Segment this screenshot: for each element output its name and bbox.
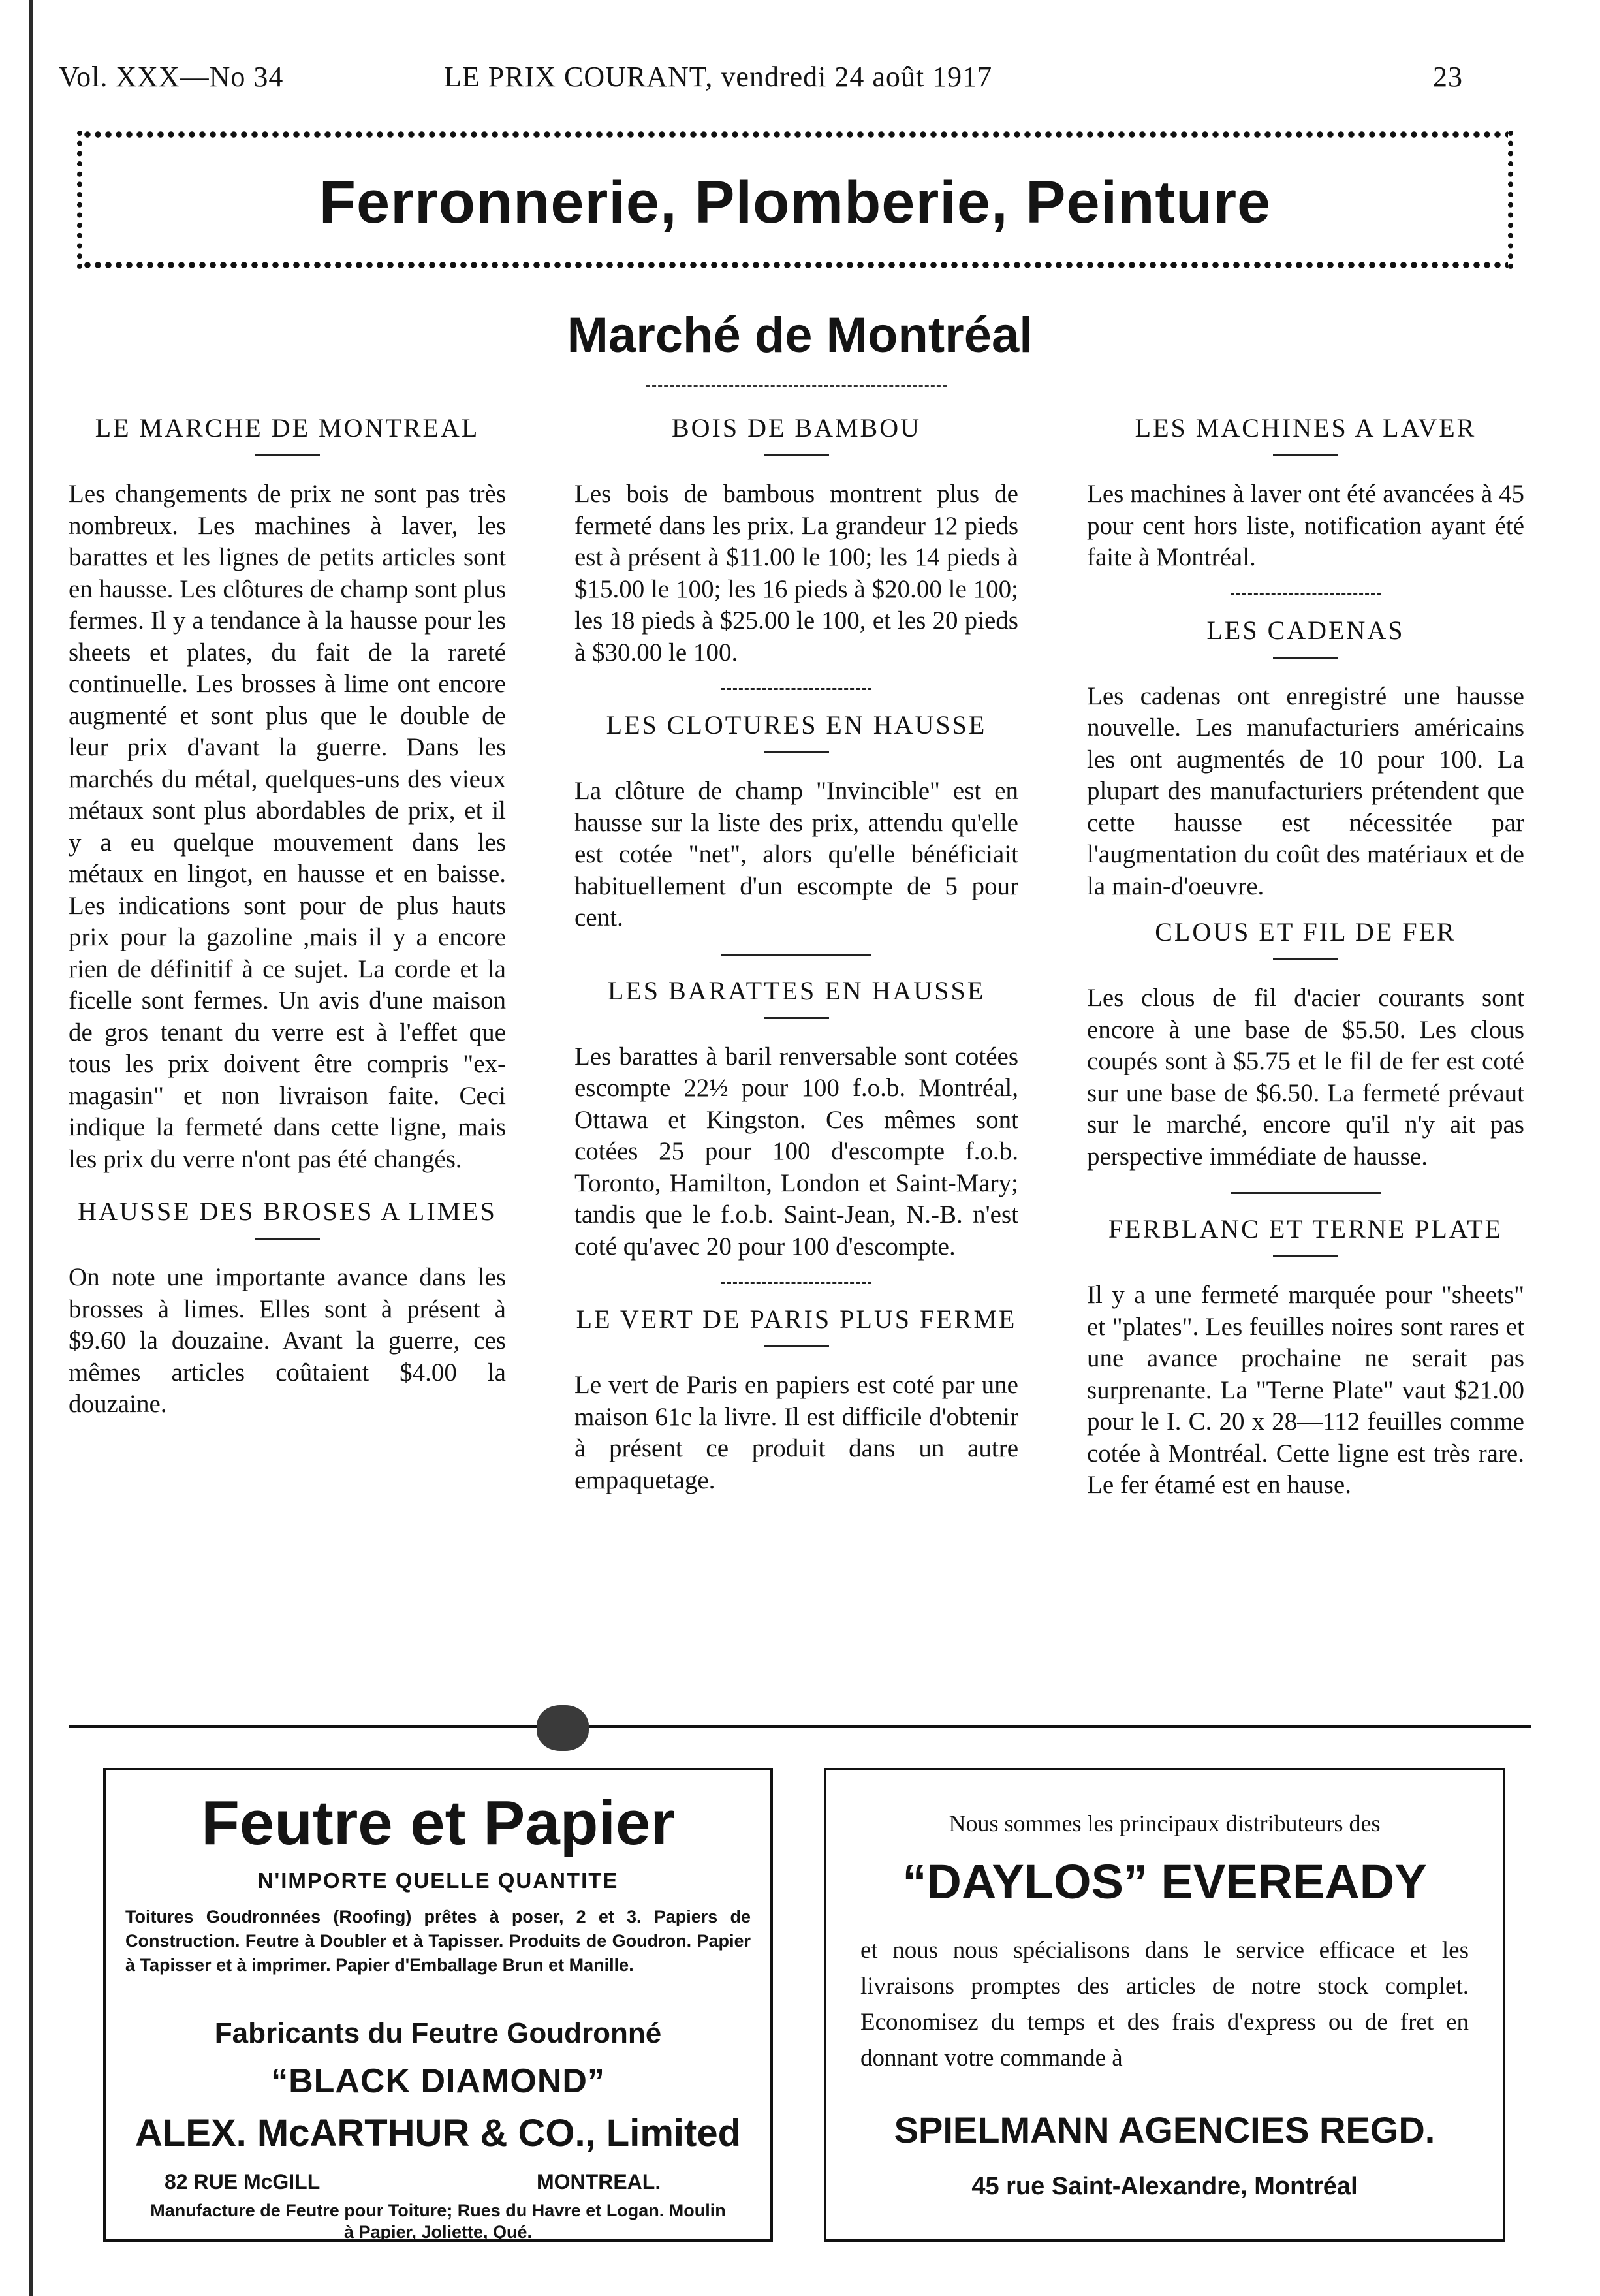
article-separator — [721, 1282, 871, 1284]
article-body: Les clous de fil d'acier courants sont encore à une base de $5.50. Les clous coupés sont à $5.75 et le fil de fer est coté sur une base de $6.50. La fermeté prévaut sur le marché, encore qu'il n'y ait pas perspective immédiate de hausse. — [1087, 984, 1524, 1171]
ad-address: 45 rue Saint-Alexandre, Montréal — [971, 2173, 1358, 2200]
market-title: Marché de Montréal — [567, 307, 1033, 363]
article-vert — [574, 1302, 1018, 1496]
ink-blot — [537, 1705, 589, 1751]
heading-rule — [764, 1017, 829, 1019]
ad-brand-name: “BLACK DIAMOND” — [271, 2062, 605, 2100]
article-heading: BOIS DE BAMBOU — [671, 413, 922, 443]
ad-body: et nous nous spécialisons dans le service efficace et les livraisons promptes des articles de notre stock complet. Economisez du temps et des frais d'express ou de fret en donnant votre commande à — [860, 1937, 1469, 2071]
article-ferblanc — [1087, 1212, 1524, 1502]
article-separator — [721, 954, 871, 956]
heading-rule — [1273, 657, 1338, 659]
article-marche — [69, 411, 506, 1175]
article-heading: FERBLANC ET TERNE PLATE — [1108, 1214, 1503, 1244]
article-body: Les cadenas ont enregistré une hausse nouvelle. Les manufacturiers américains les ont augmentés de 10 pour 100. La plupart des manufacturiers prétendent que cette hausse est nécessitée par l'augmentation du coût des matériaux et de la main-d'oeuvre. — [1087, 682, 1524, 900]
section-title: Ferronnerie, Plomberie, Peinture — [319, 169, 1272, 236]
ad-subtitle: N'IMPORTE QUELLE QUANTITE — [257, 1868, 619, 1893]
article-heading: LES CADENAS — [1206, 615, 1405, 645]
ad-city: MONTREAL. — [537, 2170, 661, 2194]
page-divider-rule — [69, 1725, 1531, 1728]
title-divider — [646, 385, 947, 387]
column-3 — [1087, 398, 1524, 1502]
article-bambou — [574, 411, 1018, 668]
article-separator — [721, 688, 871, 690]
ad-street-address: 82 RUE McGILL — [165, 2170, 321, 2194]
article-body: Il y a une fermeté marquée pour "sheets" et "plates". Les feuilles noires sont rares et une avance prochaine ne serait pas surprenante. La "Terne Plate" vaut $21.00 pour le I. C. 20 x 28—112 feuilles comme cotée à Montréal. Cette ligne est très rare. Le fer étamé est en hause. — [1087, 1281, 1524, 1499]
section-banner — [77, 131, 1513, 269]
article-body: Les bois de bambous montrent plus de fermeté dans les prix. La grandeur 12 pieds est à présent à $11.00 le 100; les 14 pieds à $15.00 le 100; les 16 pieds à $20.00 le 100; les 18 pieds à $25.00 le 100, et les 20 pieds à $30.00 le 100. — [574, 480, 1018, 667]
article-body: Les barattes à baril renversable sont cotées escompte 22½ pour 100 f.o.b. Montréal, Ottawa et Kingston. Ces mêmes sont cotées 25 pour 100 d'escompte f.o.b. Toronto, Hamilton, London et Saint-Mary; tandis que le f.o.b. Saint-Jean, N.-B. n'est coté qu'avec 20 pour 100 d'escompte. — [574, 1042, 1018, 1261]
article-body: Les changements de prix ne sont pas très nombreux. Les machines à laver, les barattes et les lignes de petits articles sont en hausse. Les clôtures de champ sont plus fermes. Il y a tendance à la hausse pour les sheets et plates, du fait de la rareté continuelle. Les brosses à lime ont encore augmenté et sont plus que le double de leur prix d'avant la guerre. Dans les marchés du métal, quelques-uns des vieux métaux sont plus abordables de prix, et il y a eu quelque mouvement dans les métaux en lingot, en hausse et en baisse. Les indications sont pour de plus hauts prix pour la gazoline ,mais il y a encore rien de définitif à ce sujet. La corde et la ficelle sont fermes. Un avis d'une maison de gros tenant du verre est à l'effet que tous les prix doivent être compris "ex-magasin" et non livraison faite. Ceci indique la fermeté dans cette ligne, mais les prix du verre n'ont pas été changés. — [69, 480, 506, 1173]
ad-company-name: ALEX. McARTHUR & CO., Limited — [134, 2112, 742, 2154]
ad-product-list: Toitures Goudronnées (Roofing) prêtes à poser, 2 et 3. Papiers de Construction. Feutre à Doubler et à Tapisser. Produits de Goudron. Papier à Tapisser et à imprimer. Papier d'Emballage Brun et Manille. — [125, 1907, 751, 1975]
banner-bottom-border — [82, 261, 1508, 269]
article-clous — [1087, 915, 1524, 1172]
heading-rule — [1273, 454, 1338, 456]
article-clotures — [574, 708, 1018, 934]
heading-rule — [1273, 1255, 1338, 1257]
ad-title: Feutre et Papier — [201, 1788, 675, 1858]
ad-brand-name: “DAYLOS” EVEREADY — [902, 1855, 1427, 1909]
advertisement-feutre-papier — [103, 1768, 773, 2242]
volume-number: Vol. XXX—No 34 — [59, 61, 284, 93]
article-body: On note une importante avance dans les brosses à limes. Elles sont à présent à $9.60 la douzaine. Avant la guerre, ces mêmes articles coûtaient $4.00 la douzaine. — [69, 1263, 506, 1418]
advertisement-eveready — [824, 1768, 1505, 2242]
article-body: Le vert de Paris en papiers est coté par une maison 61c la livre. Il est difficile d'obtenir à présent ce produit dans un autre empaquetage. — [574, 1371, 1018, 1494]
article-barattes — [574, 974, 1018, 1263]
ad-makers-line: Fabricants du Feutre Goudronné — [214, 2017, 662, 2049]
column-2 — [574, 398, 1018, 1496]
article-heading: LES CLOTURES EN HAUSSE — [606, 710, 987, 740]
heading-rule — [255, 1238, 320, 1240]
article-body: La clôture de champ "Invincible" est en hausse sur la liste des prix, attendu qu'elle est cotée "net", alors qu'elle bénéficiait habituellement d'un escompte de 5 pour cent. — [574, 777, 1018, 932]
article-separator — [1231, 593, 1381, 595]
heading-rule — [1273, 958, 1338, 960]
heading-rule — [764, 1345, 829, 1347]
article-machines — [1087, 411, 1524, 574]
column-1 — [69, 398, 506, 1421]
heading-rule — [764, 751, 829, 753]
article-heading: LE VERT DE PARIS PLUS FERME — [576, 1304, 1017, 1334]
article-brosses — [69, 1195, 506, 1421]
article-heading: CLOUS ET FIL DE FER — [1155, 917, 1456, 947]
banner-top-border — [82, 131, 1508, 138]
article-heading: LES BARATTES EN HAUSSE — [607, 975, 986, 1005]
article-heading: LES MACHINES A LAVER — [1135, 413, 1477, 443]
publication-date-line: LE PRIX COURANT, vendredi 24 août 1917 — [444, 61, 993, 93]
page-number: 23 — [1433, 61, 1463, 93]
article-heading: LE MARCHE DE MONTREAL — [95, 413, 480, 443]
article-heading: HAUSSE DES BROSES A LIMES — [78, 1197, 497, 1226]
article-body: Les machines à laver ont été avancées à 45 pour cent hors liste, notification ayant été faite à Montréal. — [1087, 480, 1524, 571]
ad-intro: Nous sommes les principaux distributeurs des — [949, 1810, 1381, 1836]
heading-rule — [255, 454, 320, 456]
article-cadenas — [1087, 614, 1524, 903]
ad-company-name: SPIELMANN AGENCIES REGD. — [894, 2109, 1435, 2150]
ad-footer: Manufacture de Feutre pour Toiture; Rues du Havre et Logan. Moulin à Papier, Joliette, Qué. — [150, 2201, 726, 2242]
heading-rule — [764, 454, 829, 456]
article-separator — [1231, 1192, 1381, 1194]
